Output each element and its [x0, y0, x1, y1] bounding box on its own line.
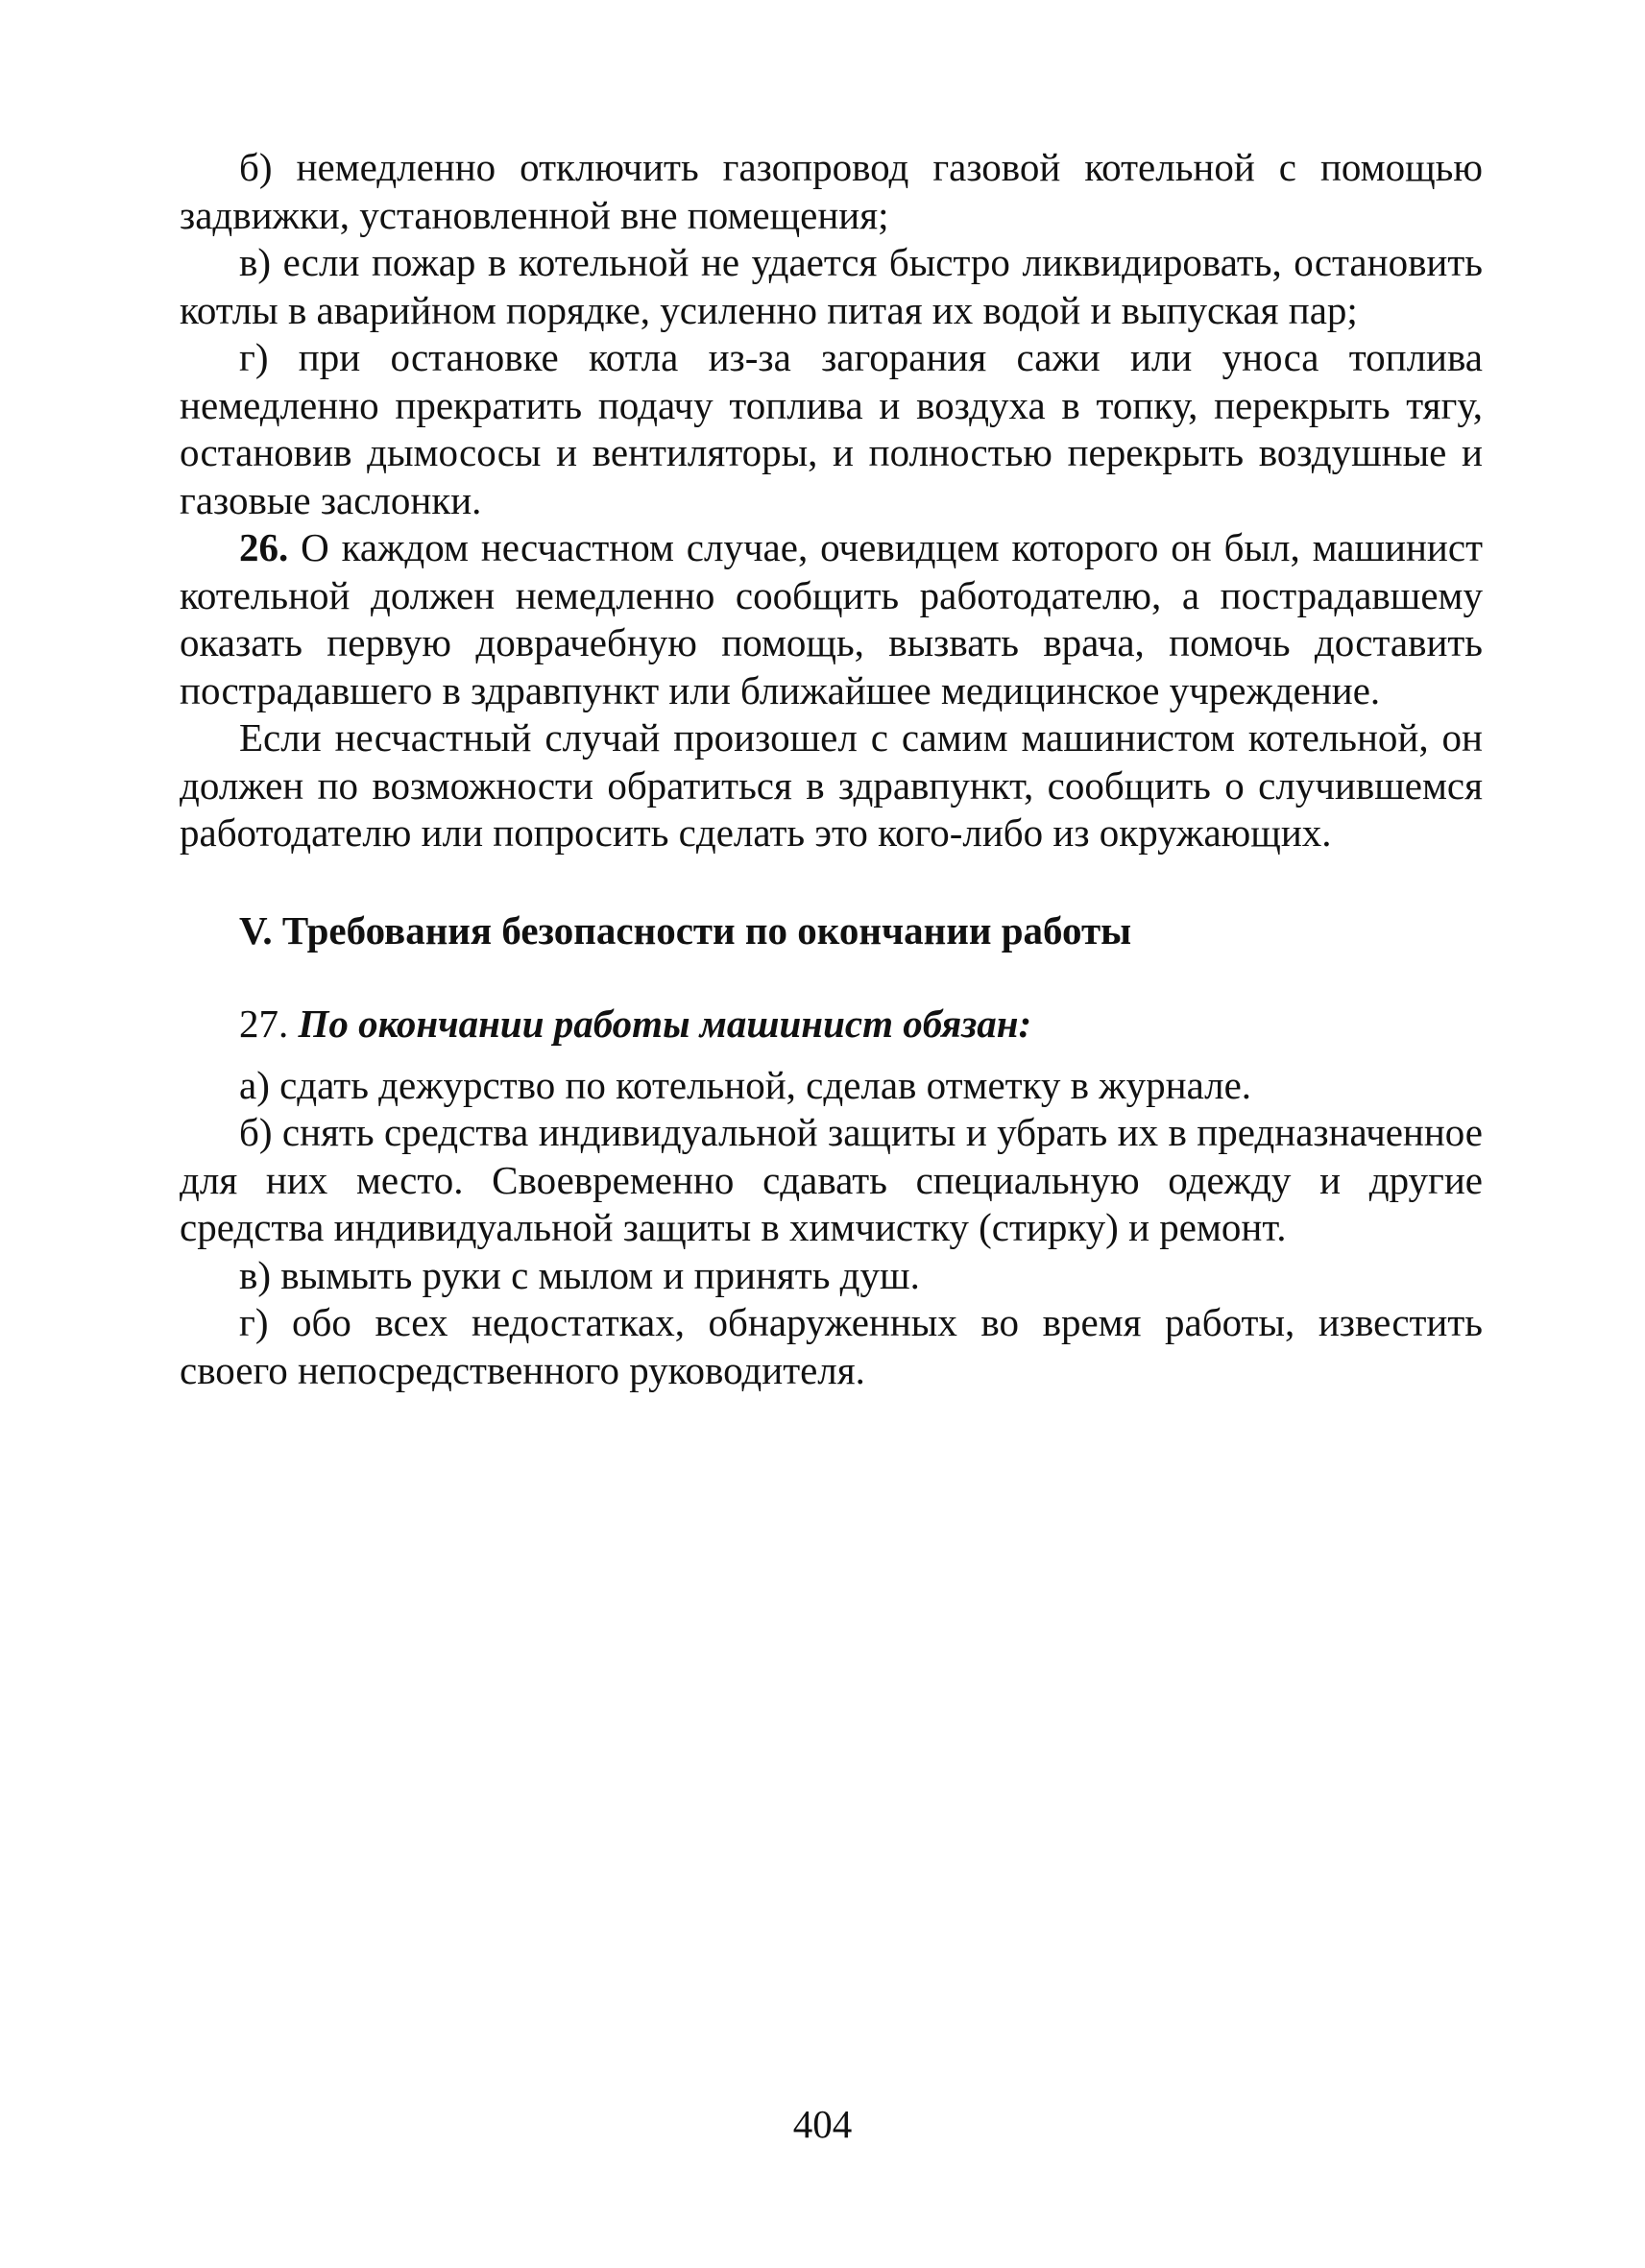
paragraph-text: в) если пожар в котельной не удается быстро ликвидировать, остановить котлы в аварийном порядке, усиленно питая их водой и выпуская пар;	[180, 240, 1483, 332]
paragraph-text: О каждом несчастном случае, очевидцем которого он был, машинист котельной должен немедленно сообщить работодателю, а пострадавшему оказать первую доврачебную помощь, вызвать врача, помочь доставить пострадавшего в здравпункт или ближайшее медицинское учреждение.	[180, 525, 1483, 712]
paragraph-item-g	[180, 334, 1483, 524]
paragraph-text: г) при остановке котла из-за загорания сажи или уноса топлива немедленно прекратить подачу топлива и воздуха в топку, перекрыть тягу, остановив дымососы и вентиляторы, и полностью перекрыть воздушные и газовые заслонки.	[180, 335, 1483, 522]
paragraph-clause-26	[180, 524, 1483, 714]
paragraph-text: Если несчастный случай произошел с самим машинистом котельной, он должен по возможности обратиться в здравпункт, сообщить о случившемся работодателю или попросить сделать это кого-либо из окружающих.	[180, 715, 1483, 855]
paragraph-text: г) обо всех недостатках, обнаруженных во время работы, известить своего непосредственного руководителя.	[180, 1300, 1483, 1392]
clause-number: 26.	[239, 525, 289, 569]
clause-number: 27.	[239, 1001, 289, 1046]
paragraph-item-b	[180, 1109, 1483, 1252]
paragraph-item-a	[180, 1062, 1483, 1110]
paragraph-item-v	[180, 1252, 1483, 1300]
paragraph-item-g	[180, 1299, 1483, 1394]
page-number: 404	[792, 2102, 853, 2146]
paragraph-text: в) вымыть руки с мылом и принять душ.	[239, 1252, 920, 1297]
paragraph-item-b	[180, 144, 1483, 239]
section-heading: V. Требования безопасности по окончании работы	[239, 907, 1132, 953]
paragraph-text: б) снять средства индивидуальной защиты и убрать их в предназначенное для них место. Своевременно сдавать специальную одежду и другие средства индивидуальной защиты в химчистку (стирку) и ремонт.	[180, 1110, 1483, 1249]
paragraph-self-accident	[180, 714, 1483, 857]
paragraph-text: а) сдать дежурство по котельной, сделав отметку в журнале.	[239, 1062, 1252, 1107]
clause-27-heading	[180, 1001, 1483, 1049]
clause-title: По окончании работы машинист обязан:	[298, 1001, 1032, 1046]
paragraph-item-v	[180, 239, 1483, 334]
paragraph-text: б) немедленно отключить газопровод газовой котельной с помощью задвижки, установленной вне помещения;	[180, 145, 1483, 237]
document-page	[180, 144, 1483, 1394]
